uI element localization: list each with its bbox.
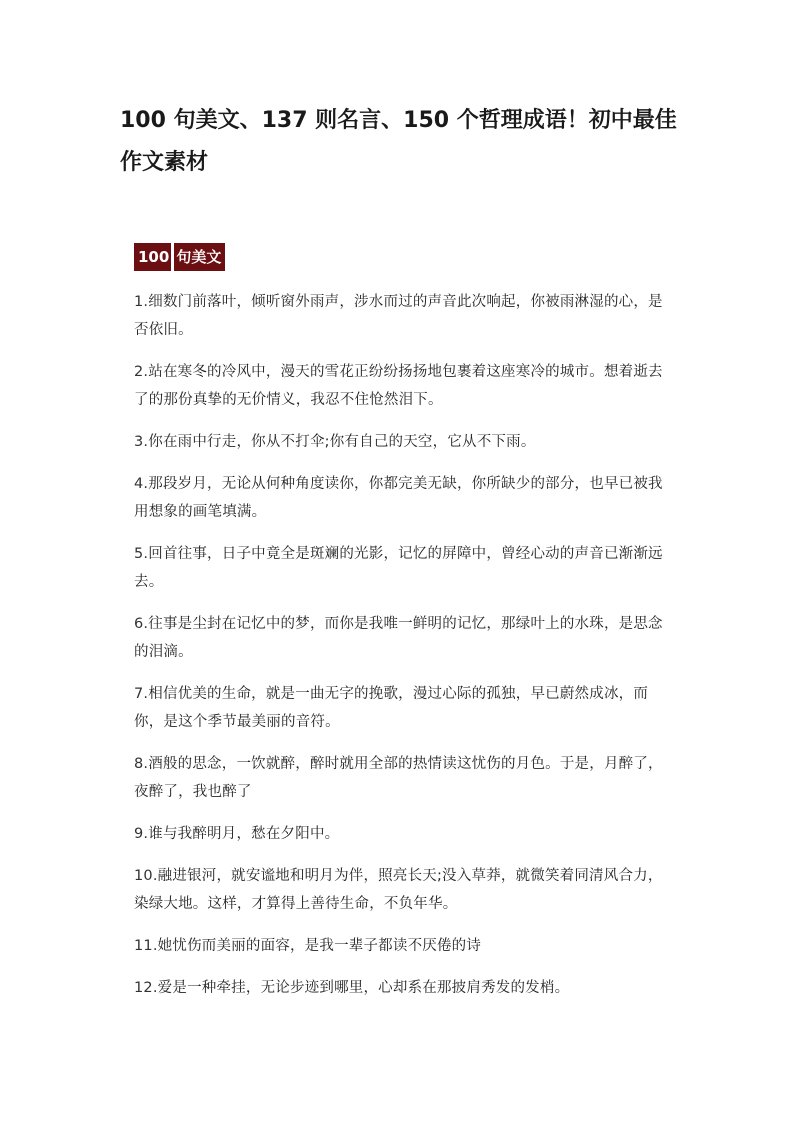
item-number: 8.	[134, 756, 149, 772]
item-number: 3.	[134, 434, 149, 450]
item-number: 5.	[134, 546, 149, 562]
list-item	[134, 820, 669, 848]
section-heading-text: 句美文	[176, 248, 222, 266]
item-text: 细数门前落叶，倾听窗外雨声，涉水而过的声音此次响起，你被雨淋湿的心，是否依旧。	[134, 294, 663, 338]
item-text: 你在雨中行走，你从不打伞;你有自己的天空，它从不下雨。	[148, 434, 536, 450]
list-item	[134, 470, 669, 526]
section-heading-number: 100	[138, 248, 170, 266]
list-item	[134, 680, 669, 736]
list-item	[134, 932, 669, 960]
list-item	[134, 862, 669, 918]
list-item	[134, 750, 669, 806]
item-number: 11.	[134, 938, 158, 954]
item-text: 那段岁月，无论从何种角度读你，你都完美无缺，你所缺少的部分，也早已被我用想象的画笔填满。	[134, 476, 663, 520]
item-number: 7.	[134, 686, 149, 702]
item-text: 她忧伤而美丽的面容，是我一辈子都读不厌倦的诗	[157, 938, 482, 954]
section-heading-divider	[171, 243, 174, 271]
item-text: 融进银河，就安谧地和明月为伴，照亮长天;没入草莽，就微笑着同清风合力，染绿大地。这样，才算得上善待生命，不负年华。	[134, 868, 663, 912]
sentence-list	[134, 288, 669, 1016]
list-item	[134, 428, 669, 456]
item-text: 谁与我醉明月，愁在夕阳中。	[148, 826, 340, 842]
list-item	[134, 288, 669, 344]
item-number: 4.	[134, 476, 149, 492]
item-text: 酒般的思念，一饮就醉，醉时就用全部的热情读这忧伤的月色。于是，月醉了，夜醉了，我也醉了	[134, 756, 663, 800]
item-number: 1.	[134, 294, 149, 310]
item-text: 回首往事，日子中竟全是斑斓的光影，记忆的屏障中，曾经心动的声音已渐渐远去。	[134, 546, 663, 590]
item-text: 相信优美的生命，就是一曲无字的挽歌，漫过心际的孤独，早已蔚然成冰，而你，是这个季节最美丽的音符。	[134, 686, 649, 730]
item-number: 6.	[134, 616, 149, 632]
list-item	[134, 610, 669, 666]
page-title: 100 句美文、137 则名言、150 个哲理成语！初中最佳作文素材	[120, 108, 677, 175]
section-heading	[134, 243, 225, 271]
item-number: 2.	[134, 364, 149, 380]
item-text: 站在寒冬的冷风中，漫天的雪花正纷纷扬扬地包裹着这座寒冷的城市。想着逝去了的那份真挚的无价情义，我忍不住怆然泪下。	[134, 364, 663, 408]
item-text: 往事是尘封在记忆中的梦，而你是我唯一鲜明的记忆，那绿叶上的水珠，是思念的泪滴。	[134, 616, 663, 660]
item-number: 10.	[134, 868, 158, 884]
list-item	[134, 540, 669, 596]
list-item	[134, 358, 669, 414]
item-number: 12.	[134, 980, 158, 996]
list-item	[134, 974, 669, 1002]
item-text: 爱是一种牵挂，无论步迹到哪里，心却系在那披肩秀发的发梢。	[157, 980, 570, 996]
item-number: 9.	[134, 826, 149, 842]
